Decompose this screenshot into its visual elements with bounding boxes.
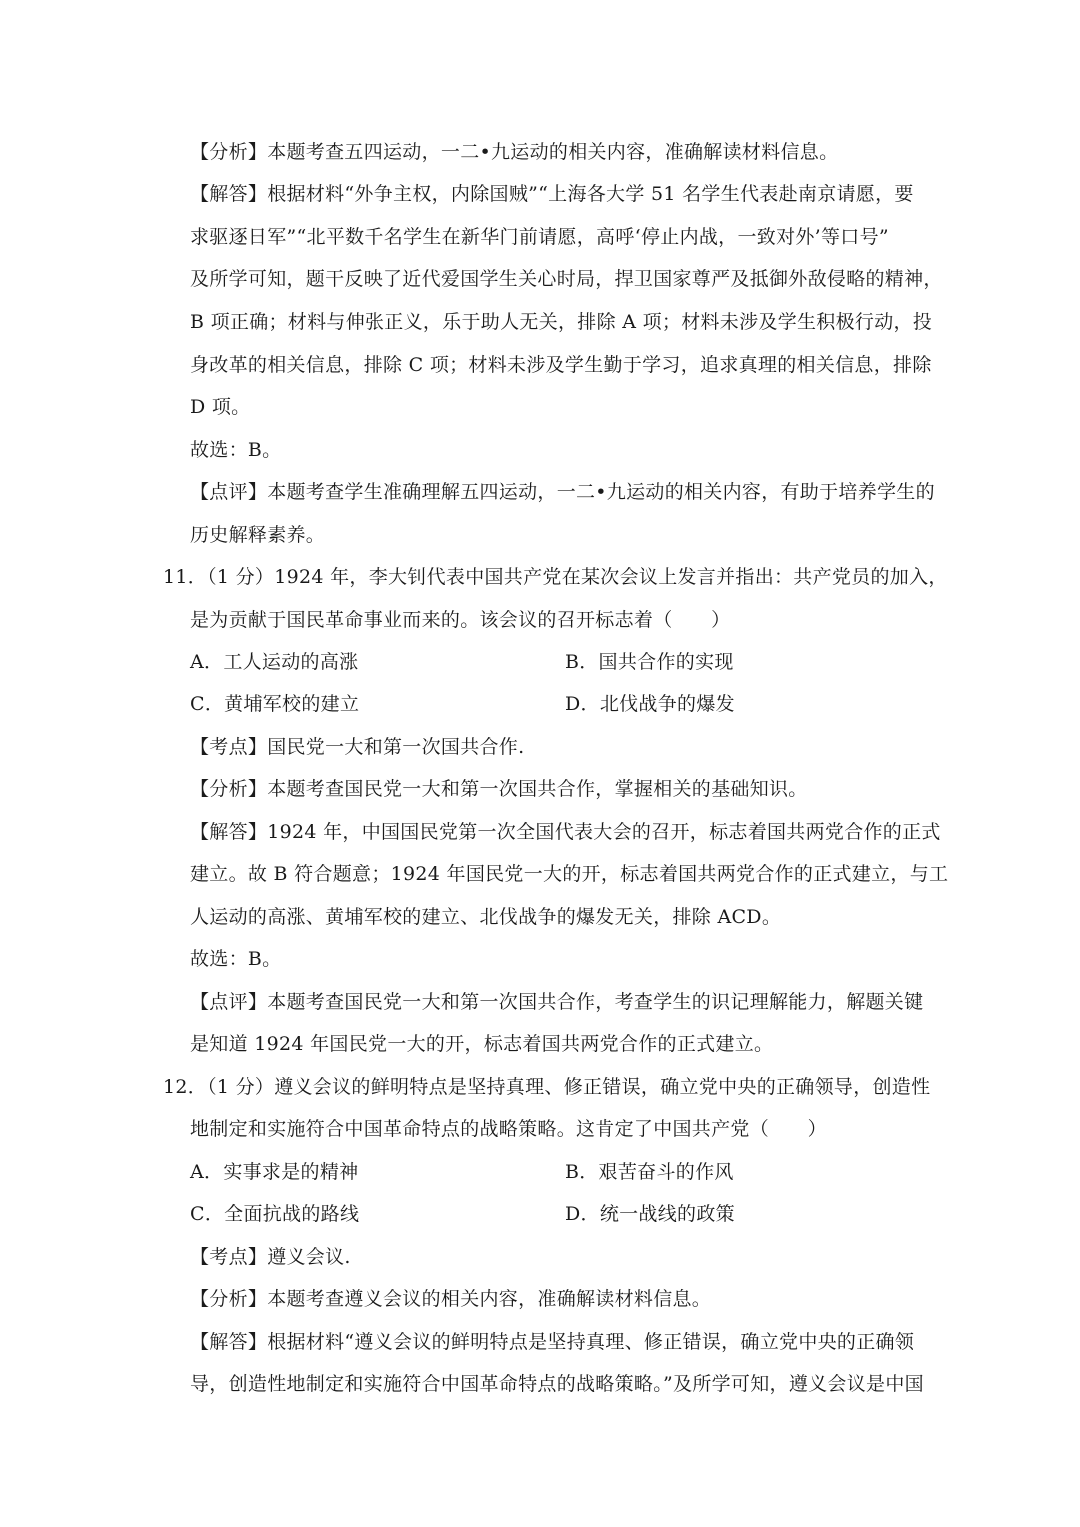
q10-answer-line: 身改革的相关信息，排除 C 项；材料未涉及学生勤于学习，追求真理的相关信息，排除 [190,354,932,376]
q10-answer-line: 求驱逐日军”“北平数千名学生在新华门前请愿，高呼‘停止内战，一致对外’等口号” [190,226,889,248]
q10-analysis: 【分析】本题考查五四运动，一二•九运动的相关内容，准确解读材料信息。 [190,141,839,163]
q11-analysis: 【分析】本题考查国民党一大和第一次国共合作，掌握相关的基础知识。 [190,778,808,800]
q11-comment-line: 【点评】本题考查国民党一大和第一次国共合作，考查学生的识记理解能力，解题关键 [190,991,924,1013]
q12-option-a: A．实事求是的精神 [190,1161,359,1183]
q11-comment-line: 是知道 1924 年国民党一大的开，标志着国共两党合作的正式建立。 [190,1033,774,1055]
q12-point: 【考点】遵义会议. [190,1246,351,1268]
q11-stem-line: 11．（1 分）1924 年，李大钊代表中国共产党在某次会议上发言并指出：共产党员的加入， [163,566,948,588]
q12-option-c: C．全面抗战的路线 [190,1203,360,1225]
q10-answer-line: D 项。 [190,396,251,418]
q11-choice: 故选：B。 [190,948,282,970]
q10-answer-line: B 项正确；材料与伸张正义，乐于助人无关，排除 A 项；材料未涉及学生积极行动，投 [190,311,933,333]
q12-analysis: 【分析】本题考查遵义会议的相关内容，准确解读材料信息。 [190,1288,712,1310]
q11-stem-line: 是为贡献于国民革命事业而来的。该会议的召开标志着（ ） [190,609,731,631]
q11-option-b: B．国共合作的实现 [565,651,734,673]
q10-answer-line: 【解答】根据材料“外争主权，内除国贼”“上海各大学 51 名学生代表赴南京请愿，要 [190,183,914,205]
q10-comment-line: 【点评】本题考查学生准确理解五四运动，一二•九运动的相关内容，有助于培养学生的 [190,481,935,503]
q11-answer-line: 人运动的高涨、黄埔军校的建立、北伐战争的爆发无关，排除 ACD。 [190,906,782,928]
q12-answer-line: 导，创造性地制定和实施符合中国革命特点的战略策略。”及所学可知，遵义会议是中国 [190,1373,924,1395]
q12-option-b: B．艰苦奋斗的作风 [565,1161,734,1183]
q12-stem-line: 地制定和实施符合中国革命特点的战略策略。这肯定了中国共产党（ ） [190,1118,827,1140]
q12-answer-line: 【解答】根据材料“遵义会议的鲜明特点是坚持真理、修正错误，确立党中央的正确领 [190,1331,915,1353]
q10-choice: 故选：B。 [190,439,282,461]
q10-answer-line: 及所学可知，题干反映了近代爱国学生关心时局，捍卫国家尊严及抵御外敌侵略的精神， [190,268,943,290]
q12-option-d: D．统一战线的政策 [565,1203,735,1225]
q12-stem-line: 12．（1 分）遵义会议的鲜明特点是坚持真理、修正错误，确立党中央的正确领导，创造性 [163,1076,931,1098]
q11-option-c: C．黄埔军校的建立 [190,693,360,715]
q11-answer-line: 建立。故 B 符合题意；1924 年国民党一大的开，标志着国共两党合作的正式建立，与工 [190,863,949,885]
q11-option-d: D．北伐战争的爆发 [565,693,735,715]
q10-comment-line: 历史解释素养。 [190,524,326,546]
q11-answer-line: 【解答】1924 年，中国国民党第一次全国代表大会的召开，标志着国共两党合作的正式 [190,821,941,843]
q11-point: 【考点】国民党一大和第一次国共合作. [190,736,525,758]
q11-option-a: A．工人运动的高涨 [190,651,359,673]
